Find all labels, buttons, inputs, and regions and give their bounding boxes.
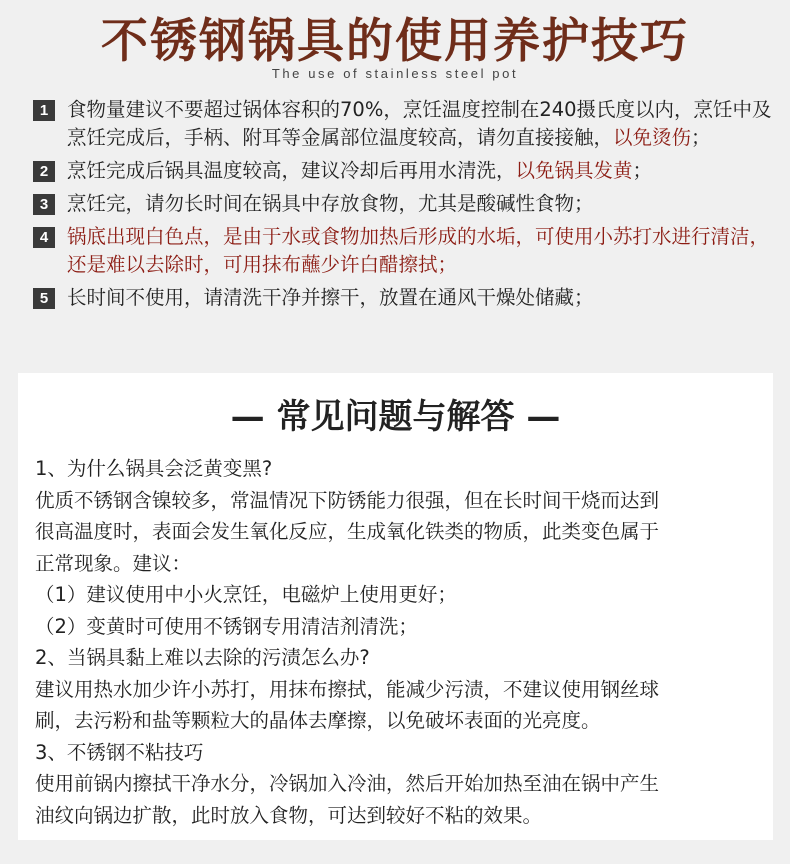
tip-text: 烹饪完，请勿长时间在锅具中存放食物，尤其是酸碱性食物； [67,192,594,215]
tip-highlight: 锅底出现白色点，是由于水或食物加热后形成的水垢，可使用小苏打水进行清洁，还是难以去除时，可用抹布蘸少许白醋擦拭； [67,225,770,276]
faq-body [35,453,765,831]
tip-text: 烹饪完成后锅具温度较高，建议冷却后再用水清洗， [67,159,516,182]
faq-question: 2、当锅具黏上难以去除的污渍怎么办? [35,646,370,669]
tips-list [33,96,773,317]
tip-number-badge: 4 [33,227,55,248]
tip-number-badge: 1 [33,100,55,121]
tip-item [33,157,773,185]
faq-panel [18,373,773,840]
tip-number-badge: 3 [33,194,55,215]
faq-answer-line: （2）变黄时可使用不锈钢专用清洁剂清洗； [35,614,418,638]
faq-answer-line: 正常现象。建议： [35,551,192,575]
page-title: 不锈钢锅具的使用养护技巧 [101,14,689,69]
tip-text: 食物量建议不要超过锅体容积的70%，烹饪温度控制在240摄氏度以内，烹饪中及烹饪完成后，手柄、附耳等金属部位温度较高，请勿直接接触， [67,98,772,149]
faq-answer-line: （1）建议使用中小火烹饪，电磁炉上使用更好； [35,583,457,606]
tip-highlight: 以免锅具发黄 [515,159,633,182]
tip-text: 长时间不使用，请清洗干净并擦干，放置在通风干燥处储藏； [67,286,594,309]
tip-number-badge: 5 [33,288,55,309]
faq-answer-line: 使用前锅内擦拭干净水分，冷锅加入冷油，然后开始加热至油在锅中产生 [35,772,660,795]
tip-item [33,96,773,152]
faq-answer-line: 油纹向锅边扩散，此时放入食物，可达到较好不粘的效果。 [35,803,543,827]
faq-question: 1、为什么锅具会泛黄变黑? [35,457,273,480]
faq-title: — 常见问题与解答 — [230,397,561,437]
faq-answer-line: 刷，去污粉和盐等颗粒大的晶体去摩擦，以免破坏表面的光亮度。 [35,709,601,732]
page-subtitle: The use of stainless steel pot [271,66,519,81]
faq-answer-line: 建议用热水加少许小苏打，用抹布擦拭，能减少污渍，不建议使用钢丝球 [35,677,660,701]
faq-answer-line: 优质不锈钢含镍较多，常温情况下防锈能力很强，但在长时间干烧而达到 [35,488,660,512]
tip-item [33,284,773,312]
tip-tail: ； [691,126,711,149]
tip-tail: ； [632,159,653,182]
faq-question: 3、不锈钢不粘技巧 [35,740,204,764]
faq-answer-line: 很高温度时，表面会发生氧化反应，生成氧化铁类的物质，此类变色属于 [35,520,660,543]
tip-item [33,190,773,218]
tip-highlight: 以免烫伤 [613,126,692,149]
tip-number-badge: 2 [33,161,55,182]
tip-item [33,223,773,279]
